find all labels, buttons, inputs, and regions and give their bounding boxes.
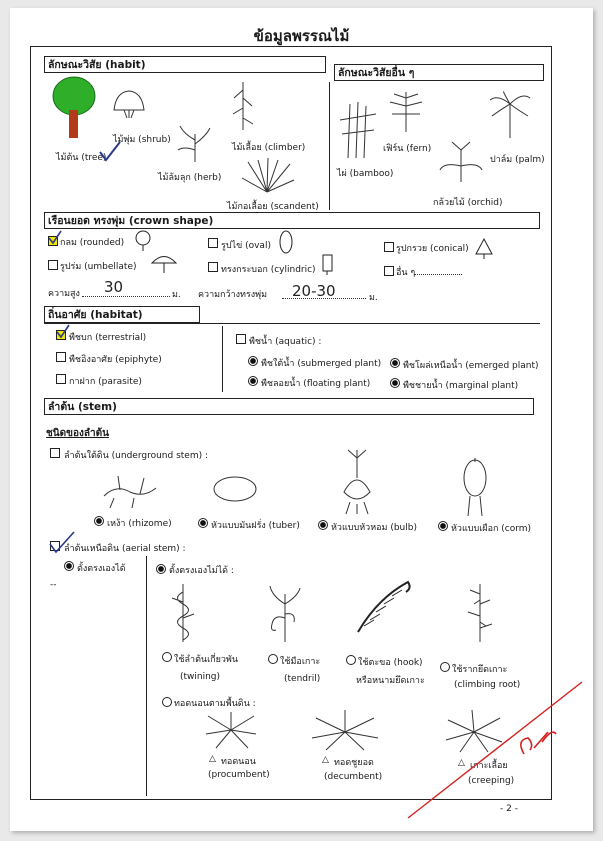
procumbent-label-th: ทอดนอน [221, 757, 256, 767]
tree-illustration [52, 76, 96, 140]
epiphyte-checkbox[interactable] [56, 352, 66, 362]
oval-label: รูปไข่ (oval) [221, 241, 271, 251]
fern-label: เฟิร์น (fern) [383, 144, 432, 154]
palm-label: ปาล์ม (palm) [490, 155, 545, 165]
scandent-illustration [238, 158, 296, 194]
page-title: ข้อมูลพรรณไม้ [253, 27, 350, 45]
not-erect-label: ตั้งตรงเองไม่ได้ : [169, 566, 234, 576]
bamboo-label: ไผ่ (bamboo) [337, 169, 394, 179]
aerial-divider [146, 556, 147, 796]
underground-label: ลำต้นใต้ดิน (underground stem) : [64, 451, 209, 461]
cylindric-label: ทรงกระบอก (cylindric) [221, 265, 316, 275]
rounded-shape-icon [134, 230, 152, 252]
bamboo-illustration [338, 100, 378, 160]
tendril-label-th: ใช้มือเกาะ [280, 657, 321, 667]
not-erect-radio[interactable] [156, 564, 166, 574]
procumbent-triangle: △ [209, 754, 216, 764]
creeping-group-label: ทอดนอนตามพื้นดิน : [174, 699, 256, 709]
bulb-label: หัวแบบหัวหอม (bulb) [331, 523, 417, 533]
twining-label-th: ใช้ลำต้นเกี่ยวพัน [174, 655, 239, 665]
rhizome-radio[interactable] [94, 516, 104, 526]
emerged-label: พืชโผล่เหนือน้ำ (emerged plant) [403, 361, 539, 371]
shrub-illustration [112, 88, 146, 120]
palm-illustration [488, 90, 532, 140]
umbellate-shape-icon [150, 254, 178, 274]
floating-radio[interactable] [248, 376, 258, 386]
conical-label: รูปกรวย (conical) [396, 244, 469, 254]
aerial-label: ลำต้นเหนือดิน (aerial stem) : [64, 544, 186, 554]
other-crown-label: อื่น ๆ [396, 268, 416, 278]
twining-illustration [166, 582, 200, 644]
corm-radio[interactable] [438, 521, 448, 531]
oval-checkbox[interactable] [208, 238, 218, 248]
stem-header: ลำต้น (stem) [44, 398, 534, 415]
width-label: ความกว้างทรงพุ่ม [198, 290, 268, 300]
cylindric-shape-icon [322, 254, 334, 276]
tendril-radio[interactable] [268, 654, 278, 664]
climbing-root-label-th: ใช้รากยึดเกาะ [452, 665, 508, 675]
climber-label: ไม้เลื้อย (climber) [232, 143, 306, 153]
corm-label: หัวแบบเผือก (corm) [451, 524, 532, 534]
tuber-label: หัวแบบมันฝรั่ง (tuber) [211, 521, 300, 531]
page-number: - 2 - [500, 804, 518, 814]
height-label: ความสูง [48, 289, 80, 299]
climbing-root-label-en: (climbing root) [454, 680, 521, 690]
conical-checkbox[interactable] [384, 242, 394, 252]
habit-divider [329, 82, 330, 210]
tendril-label-en: (tendril) [284, 674, 321, 684]
erect-radio[interactable] [64, 561, 74, 571]
habitat-header: ถิ่นอาศัย (habitat) [44, 306, 200, 323]
underground-checkbox[interactable] [50, 448, 60, 458]
fern-illustration [386, 88, 426, 134]
scandent-label: ไม้กอเลื้อย (scandent) [227, 202, 319, 212]
submerged-label: พืชใต้น้ำ (submerged plant) [261, 359, 382, 369]
parasite-label: กาฝาก (parasite) [69, 377, 142, 387]
erect-label: ตั้งตรงเองได้ [77, 564, 126, 574]
bulb-illustration [336, 448, 378, 516]
herb-illustration [176, 124, 214, 164]
decumbent-illustration [310, 708, 380, 752]
hook-illustration [354, 578, 414, 636]
erect-dash: -- [50, 580, 57, 590]
tendril-illustration [264, 584, 306, 644]
floating-label: พืชลอยน้ำ (floating plant) [261, 379, 371, 389]
habitat-rule [44, 323, 540, 324]
height-field-line [82, 296, 170, 297]
hook-label-th: ใช้ตะขอ (hook) [358, 658, 423, 668]
rhizome-illustration [100, 470, 160, 510]
oval-shape-icon [278, 230, 294, 256]
orchid-label: กล้วยไม้ (orchid) [433, 198, 503, 208]
height-value[interactable]: 30 [104, 278, 124, 296]
marginal-radio[interactable] [390, 378, 400, 388]
rounded-label: กลม (rounded) [60, 238, 125, 248]
creeping-label-en: (creeping) [468, 776, 515, 786]
terrestrial-label: พืชบก (terrestrial) [69, 333, 147, 343]
creeping-triangle: △ [458, 758, 465, 768]
other-crown-checkbox[interactable] [384, 266, 394, 276]
climber-illustration [228, 80, 258, 132]
tree-label: ไม้ต้น (tree) [56, 153, 107, 163]
stem-type-title: ชนิดของลำต้น [46, 428, 109, 439]
parasite-checkbox[interactable] [56, 374, 66, 384]
emerged-radio[interactable] [390, 358, 400, 368]
herb-label: ไม้ล้มลุก (herb) [158, 173, 222, 183]
umbellate-label: รูปร่ม (umbellate) [60, 262, 137, 272]
decumbent-label-en: (decumbent) [324, 772, 383, 782]
width-value[interactable]: 20-30 [292, 282, 336, 300]
procumbent-illustration [204, 710, 258, 750]
shrub-label: ไม้พุ่ม (shrub) [113, 135, 171, 145]
crown-header: เรือนยอด ทรงพุ่ม (crown shape) [44, 212, 540, 229]
rhizome-label: เหง้า (rhizome) [107, 519, 172, 529]
conical-shape-icon [474, 238, 494, 260]
tuber-radio[interactable] [198, 518, 208, 528]
decumbent-triangle: △ [322, 755, 329, 765]
other-crown-field[interactable] [414, 274, 462, 275]
climbing-root-illustration [462, 582, 498, 644]
other-habit-header: ลักษณะวิสัยอื่น ๆ [334, 64, 544, 81]
habit-header: ลักษณะวิสัย (habit) [44, 56, 326, 73]
habitat-divider [222, 326, 223, 392]
width-unit: ม. [369, 293, 378, 303]
umbellate-checkbox[interactable] [48, 260, 58, 270]
hook-label-th2: หรือหนามยึดเกาะ [356, 676, 425, 686]
twining-label-en: (twining) [180, 672, 221, 682]
height-unit: ม. [172, 290, 181, 300]
hook-radio[interactable] [346, 655, 356, 665]
reviewer-red-mark [406, 680, 584, 820]
bulb-radio[interactable] [318, 520, 328, 530]
twining-radio[interactable] [162, 652, 172, 662]
aquatic-checkbox[interactable] [236, 334, 246, 344]
orchid-illustration [438, 140, 484, 184]
corm-illustration [462, 456, 488, 518]
tuber-illustration [212, 474, 258, 504]
cylindric-checkbox[interactable] [208, 262, 218, 272]
aquatic-label: พืชน้ำ (aquatic) : [249, 337, 322, 347]
decumbent-label-th: ทอดชูยอด [334, 758, 374, 768]
creeping-label-th: เกาะเลื้อย [470, 761, 508, 771]
marginal-label: พืชชายน้ำ (marginal plant) [403, 381, 519, 391]
climbing-root-radio[interactable] [440, 662, 450, 672]
procumbent-label-en: (procumbent) [208, 770, 270, 780]
creeping-group-radio[interactable] [162, 697, 172, 707]
submerged-radio[interactable] [248, 356, 258, 366]
epiphyte-label: พืชอิงอาศัย (epiphyte) [69, 355, 162, 365]
